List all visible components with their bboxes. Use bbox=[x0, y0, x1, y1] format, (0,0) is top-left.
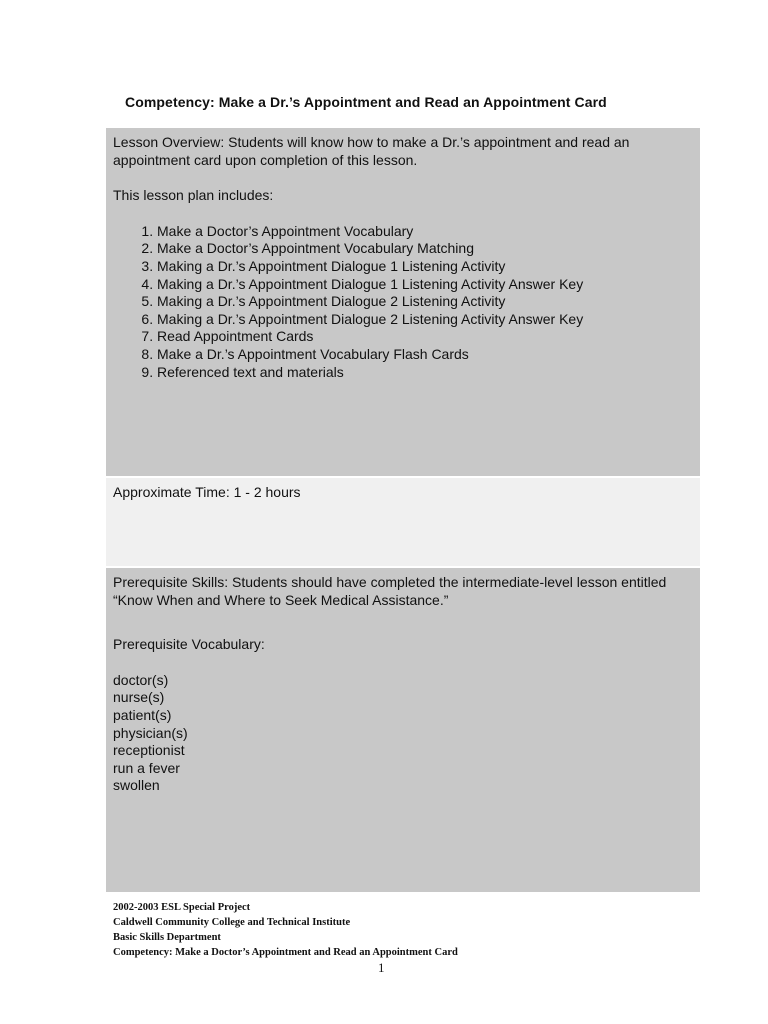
page-title: Competency: Make a Dr.’s Appointment and Read an Appointment Card bbox=[125, 94, 607, 110]
list-item: nurse(s) bbox=[113, 689, 165, 706]
includes-label: This lesson plan includes: bbox=[113, 187, 274, 204]
list-item: 2. Make a Doctor’s Appointment Vocabulary Matching bbox=[157, 240, 693, 258]
footer-line: 2002-2003 ESL Special Project bbox=[113, 902, 251, 913]
lesson-overview-section bbox=[106, 128, 700, 476]
footer bbox=[113, 900, 458, 960]
lesson-items-list bbox=[113, 223, 693, 381]
prerequisites-section bbox=[106, 568, 700, 892]
list-item: 4. Making a Dr.’s Appointment Dialogue 1 Listening Activity Answer Key bbox=[157, 276, 693, 294]
list-item: swollen bbox=[113, 777, 160, 794]
list-item: 1. Make a Doctor’s Appointment Vocabulary bbox=[157, 223, 693, 241]
list-item: 9. Referenced text and materials bbox=[157, 364, 693, 382]
prerequisite-vocabulary-label: Prerequisite Vocabulary: bbox=[113, 636, 265, 653]
footer-line: Caldwell Community College and Technical Institute bbox=[113, 917, 351, 928]
list-item: 3. Making a Dr.’s Appointment Dialogue 1 Listening Activity bbox=[157, 258, 693, 276]
list-item: run a fever bbox=[113, 759, 180, 776]
list-item: 8. Make a Dr.’s Appointment Vocabulary Flash Cards bbox=[157, 346, 693, 364]
list-item: patient(s) bbox=[113, 706, 172, 723]
list-item: physician(s) bbox=[113, 724, 188, 741]
list-item: 6. Making a Dr.’s Appointment Dialogue 2 Listening Activity Answer Key bbox=[157, 311, 693, 329]
approximate-time-text: Approximate Time: 1 - 2 hours bbox=[113, 484, 301, 500]
vocabulary-list bbox=[113, 672, 693, 795]
list-item: receptionist bbox=[113, 742, 185, 759]
list-item: 5. Making a Dr.’s Appointment Dialogue 2 Listening Activity bbox=[157, 293, 693, 311]
list-item: doctor(s) bbox=[113, 671, 169, 688]
approximate-time-section bbox=[106, 478, 700, 566]
page-number: 1 bbox=[378, 960, 385, 975]
lesson-overview-text: Lesson Overview: Students will know how to make a Dr.’s appointment and read an appointment card upon completion of this lesson. bbox=[113, 134, 630, 168]
prerequisite-skills-text: Prerequisite Skills: Students should have completed the intermediate-level lesson entitled “Know When and Where to Seek Medical Assistance.” bbox=[113, 574, 667, 608]
footer-line: Basic Skills Department bbox=[113, 932, 221, 943]
footer-line: Competency: Make a Doctor’s Appointment and Read an Appointment Card bbox=[113, 947, 458, 958]
list-item: 7. Read Appointment Cards bbox=[157, 328, 693, 346]
